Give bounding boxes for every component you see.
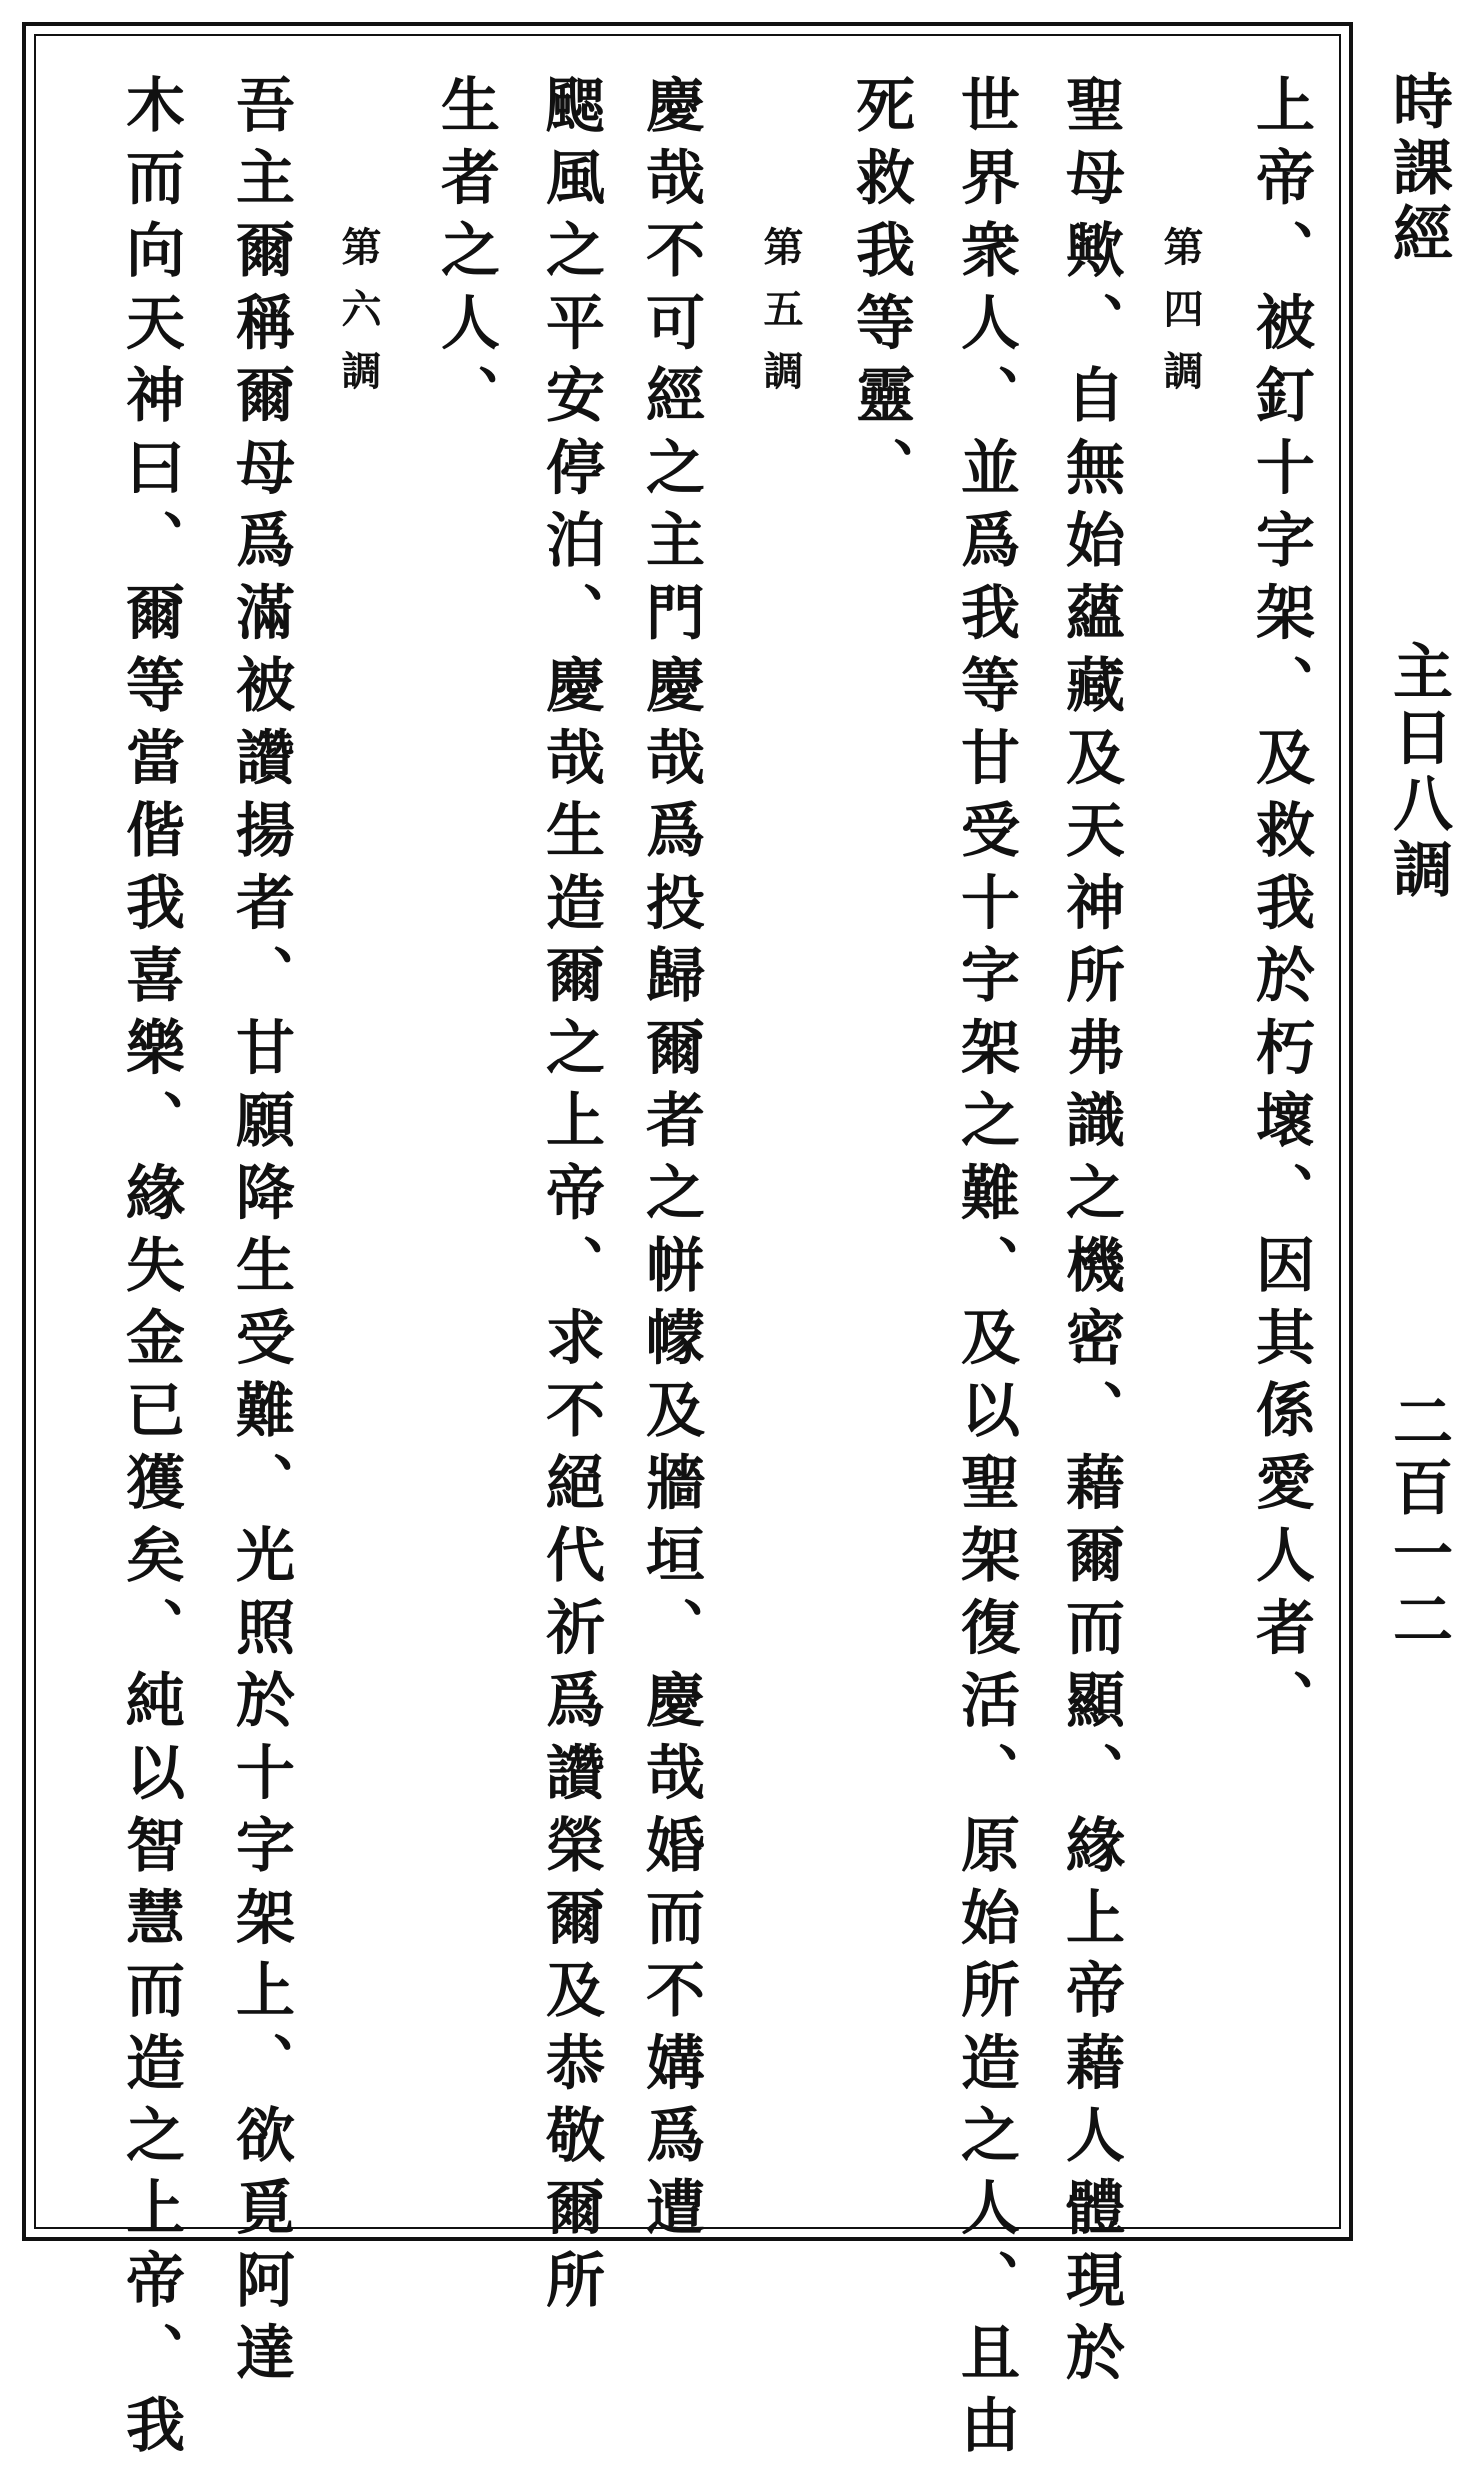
text-column-9: 木而向天神曰、爾等當偕我喜樂、緣失金已獲矣、純以智慧而造之上帝、我 bbox=[116, 74, 185, 2467]
page-number: 二百一二 bbox=[1383, 1390, 1453, 1654]
text-column-3: 世界衆人、並爲我等甘受十字架之難、及以聖架復活、原始所造之人、且由 bbox=[951, 74, 1020, 2467]
text-column-8: 吾主爾稱爾母爲滿被讚揚者、甘願降生受難、光照於十字架上、欲覓阿達 bbox=[226, 74, 295, 2394]
text-column-2: 聖母歟、自無始蘊藏及天神所弗識之機密、藉爾而顯、緣上帝藉人體現於 bbox=[1056, 74, 1125, 2394]
section-title: 主日八調 bbox=[1383, 640, 1453, 904]
heading-tone-6: 第六調 bbox=[335, 226, 382, 412]
heading-tone-4: 第四調 bbox=[1157, 226, 1204, 412]
text-column-7: 生者之人、 bbox=[431, 74, 500, 437]
heading-tone-5: 第五調 bbox=[757, 226, 804, 412]
text-column-1: 上帝、被釘十字架、及救我於朽壞、因其係愛人者、 bbox=[1246, 74, 1315, 1742]
running-title: 時課經 bbox=[1383, 70, 1453, 268]
text-column-6: 颸風之平安停泊、慶哉生造爾之上帝、求不絕代祈爲讚榮爾及恭敬爾所 bbox=[536, 74, 605, 2322]
text-column-5: 慶哉不可經之主門慶哉爲投歸爾者之帡幪及牆垣、慶哉婚而不媾爲遭 bbox=[636, 74, 705, 2249]
text-column-4: 死救我等靈、 bbox=[846, 74, 915, 509]
